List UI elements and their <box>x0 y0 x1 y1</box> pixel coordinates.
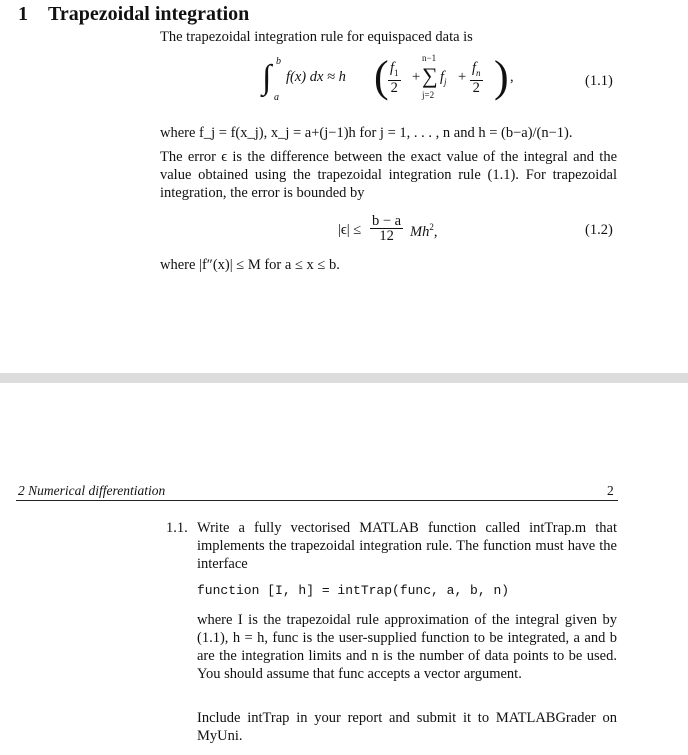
sum-term: $f_j$ <box>440 69 447 87</box>
sum-lower: j=2 <box>422 90 435 100</box>
exercise-number: 1.1. <box>166 520 188 536</box>
fraction-f1: $\frac{f_1}{2}$ <box>390 60 399 96</box>
eq2-lhs: |ϵ| ≤ <box>338 222 362 238</box>
eq1-comma: , <box>510 69 514 85</box>
derivative-bound: where |f″(x)| ≤ M for a ≤ x ≤ b. <box>160 257 340 273</box>
integral-sign: ∫ <box>262 59 272 96</box>
exercise-text-3: Include intTrap in your report and submit it to MATLABGrader on MyUni. <box>197 710 617 744</box>
integral-lower: a <box>274 92 279 103</box>
intro-text: The trapezoidal integration rule for equispaced data is <box>160 29 473 45</box>
equation-1-2 <box>338 212 458 248</box>
page-header-left: 2 Numerical differentiation <box>18 483 166 498</box>
equation-1-1 <box>262 52 522 116</box>
section-title: Trapezoidal integration <box>48 3 250 25</box>
function-interface-code: function [I, h] = intTrap(func, a, b, n) <box>197 583 510 598</box>
error-paragraph: The error ϵ is the difference between the exact value of the integral and the value obtained using the trapezoidal integration rule (1.1). For trapezoidal integration, the error is bounded by <box>160 149 617 201</box>
page-header-number: 2 <box>607 483 614 498</box>
fraction-fn: $\frac{f_n}{2}$ <box>472 60 481 96</box>
equation-number-1-1: (1.1) <box>585 73 613 89</box>
where-definitions: where f_j = f(x_j), x_j = a+(j−1)h for j = 1, . . . , n and h = (b−a)/(n−1). <box>160 125 573 141</box>
integral-upper: b <box>276 56 281 67</box>
plus-2: + <box>458 69 467 85</box>
integrand: f(x) dx ≈ h <box>286 69 346 85</box>
left-paren: ( <box>374 52 389 101</box>
section-number: 1 <box>18 3 28 25</box>
exercise-text-2: where I is the trapezoidal rule approximation of the integral given by (1.1), h = h, func is the user-supplied function to be integrated, a and b are the integration limits and n is the number of data points to be used. You should assume that func accepts a vector argument. <box>197 612 617 682</box>
page-divider <box>0 373 688 383</box>
sum-sign: ∑ <box>422 63 438 88</box>
sum-upper: n−1 <box>422 53 437 63</box>
right-paren: ) <box>494 52 509 101</box>
fraction-b-minus-a: $\frac{b - a}{12}$ <box>372 213 402 244</box>
plus-1: + <box>412 69 421 85</box>
equation-number-1-2: (1.2) <box>585 222 613 238</box>
eq2-rhs: Mh$^2$, <box>410 222 438 240</box>
header-rule <box>16 500 618 501</box>
exercise-text-1: Write a fully vectorised MATLAB function called intTrap.m that implements the trapezoidal integration rule. The function must have the interface <box>197 520 617 572</box>
